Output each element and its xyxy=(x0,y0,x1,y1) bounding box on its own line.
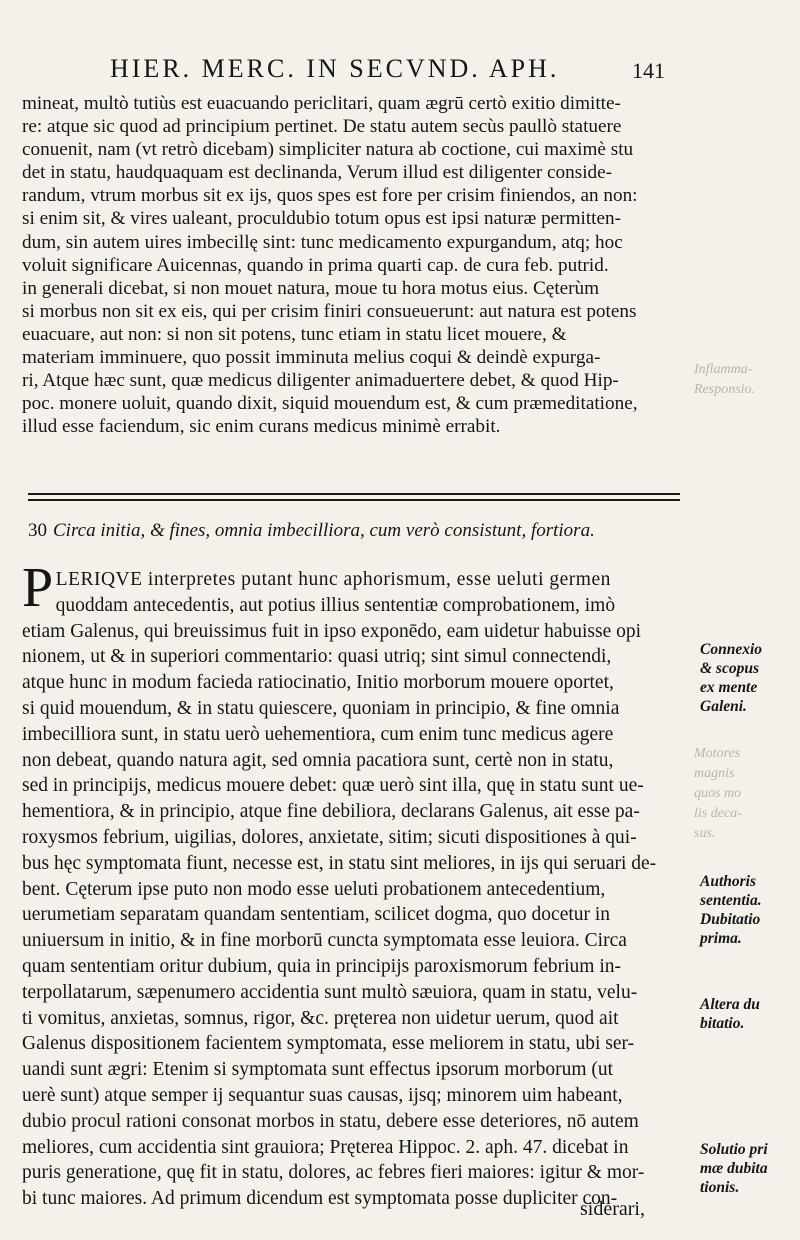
text-line: det in statu, haudquaquam est declinanda, Verum illud est diligenter conside- xyxy=(22,162,613,184)
margin-note xyxy=(700,1140,796,1197)
margin-note-line: tionis. xyxy=(700,1179,740,1196)
margin-note-line: bitatio. xyxy=(700,1015,745,1032)
margin-note-line: Altera du xyxy=(700,996,760,1013)
first-line-text: LERIQVE interpretes putant hunc aphorismum, esse ueluti germen xyxy=(55,569,611,590)
text-line: illud esse faciendum, sic enim curans medicus minimè errabit. xyxy=(22,416,501,438)
margin-note-line: mæ dubita xyxy=(700,1160,768,1177)
margin-note xyxy=(700,640,796,716)
text-line: Galenus dispositionem facientem symptomata, esse meliorem in statu, ubi ser- xyxy=(22,1033,635,1055)
text-line: re: atque sic quod ad principium pertinet. De statu autem secùs paullò statuere xyxy=(22,116,622,138)
paragraph-continued xyxy=(22,92,684,438)
commentary-paragraph xyxy=(22,557,684,1212)
text-line: euacuare, aut non: si non sit potens, tunc etiam in statu licet mouere, & xyxy=(22,323,567,345)
margin-note-line: Dubitatio xyxy=(700,911,761,928)
aphorism-text: Circa initia, & fines, omnia imbecilliora, cum verò consistunt, fortiora. xyxy=(53,520,595,541)
text-line: roxysmos febrium, uigilias, dolores, anxietate, sitim; sicuti dispositiones à qui- xyxy=(22,826,637,848)
text-line: mineat, multò tutiùs est euacuando periclitari, quam ægrū certò exitio dimitte- xyxy=(22,93,621,114)
bleedthrough-line: quos mo xyxy=(694,786,742,801)
aphorism-number: 30 xyxy=(28,520,47,541)
margin-note-line: Galeni. xyxy=(700,698,747,715)
margin-note-line: & scopus xyxy=(700,660,759,677)
margin-note-line: sententia. xyxy=(700,892,762,909)
bleedthrough-line: lis deca- xyxy=(694,806,742,821)
margin-note-line: Connexio xyxy=(700,641,763,658)
text-line: sed in principijs, medicus mouere debet: quæ uerò sint illa, quę in statu sunt ue- xyxy=(22,775,644,797)
bleedthrough-line: Inflamma- xyxy=(694,362,753,377)
bleedthrough-text xyxy=(694,360,794,400)
text-line: si quid mouendum, & in statu quiescere, quoniam in principio, & fine omnia xyxy=(22,697,620,719)
text-line: bi tunc maiores. Ad primum dicendum est symptomata posse dupliciter con- xyxy=(22,1188,618,1210)
catchword: siderari, xyxy=(580,1198,645,1220)
bleedthrough-line: sus. xyxy=(694,826,716,841)
page-number: 141 xyxy=(632,58,665,83)
text-line: uerè sunt) atque semper ij sequantur suas causas, ijsq; minorem uim habeant, xyxy=(22,1084,623,1106)
text-line: dubio procul rationi consonat morbos in statu, debere esse deteriores, nō autem xyxy=(22,1110,639,1132)
text-line: non debeat, quando natura agit, sed omnia pacatiora sunt, certè non in statu, xyxy=(22,749,614,771)
text-line: uerumetiam separatam quandam sententiam, scilicet dogma, quo docetur in xyxy=(22,904,611,926)
text-line: hementiora, & in principio, atque fine debiliora, declarans Galenus, ait esse pa- xyxy=(22,801,640,823)
text-line: meliores, cum accidentia sint grauiora; Pręterea Hippoc. 2. aph. 47. dicebat in xyxy=(22,1136,629,1158)
margin-note-line: ex mente xyxy=(700,679,758,696)
drop-cap: P xyxy=(22,557,54,619)
running-title: HIER. MERC. IN SECVND. APH. xyxy=(110,54,560,83)
margin-note-line: prima. xyxy=(700,930,742,947)
text-line: si enim sit, & vires ualeant, proculdubio totum opus est ipsi naturæ permitten- xyxy=(22,208,621,230)
bleedthrough-text xyxy=(694,744,794,844)
text-line: bent. Cęterum ipse puto non modo esse ueluti probationem antecedentium, xyxy=(22,878,606,900)
text-line: etiam Galenus, qui breuissimus fuit in ipso exponēdo, eam uidetur habuisse opi xyxy=(22,620,642,642)
text-line: dum, sin autem uires imbecillę sint: tunc medicamento expurgandum, atq; hoc xyxy=(22,231,623,253)
text-line: bus hęc symptomata fiunt, necesse est, in statu sint meliores, in ijs qui seruari de- xyxy=(22,852,657,874)
bleedthrough-line: Motores xyxy=(694,746,741,761)
text-line: quoddam antecedentis, aut potius illius sententiæ comprobationem, imò xyxy=(55,594,616,616)
text-line: randum, vtrum morbus sit ex ijs, quos spes est fore per crisim finiendos, an non: xyxy=(22,185,638,207)
section-divider xyxy=(28,499,680,501)
text-line: ti vomitus, anxietas, somnus, rigor, &c. pręterea non uidetur uerum, quod ait xyxy=(22,1007,619,1029)
text-line: quam sententiam oritur dubium, quia in principijs paroxismorum febrium in- xyxy=(22,955,621,977)
text-line: puris generatione, quę fit in statu, dolores, ac febres fieri maiores: igitur & mor- xyxy=(22,1162,645,1184)
text-line: atque hunc in modum facieda ratiocinatio, Initio morborum mouere oportet, xyxy=(22,672,614,694)
text-line: materiam imminuere, quo possit imminuta melius coqui & deindè expurga- xyxy=(22,347,601,369)
margin-note-line: Solutio pri xyxy=(700,1141,768,1158)
aphorism-heading xyxy=(28,520,688,542)
text-line: ri, Atque hæc sunt, quæ medicus diligenter animaduertere debet, & quod Hip- xyxy=(22,370,619,392)
text-line: si morbus non sit ex eis, qui per crisim finiri consueuerunt: aut natura est potens xyxy=(22,300,637,322)
text-line: imbecilliora sunt, in statu uerò uehementiora, cum enim tunc medicus agere xyxy=(22,723,614,745)
text-line: uandi sunt ægri: Etenim si symptomata sunt effectus ipsorum morborum (ut xyxy=(22,1059,614,1081)
margin-note xyxy=(700,872,796,948)
margin-note-line: Authoris xyxy=(700,873,757,890)
text-line: terpollatarum, sæpenumero accidentia sunt multò sæuiora, quam in statu, velu- xyxy=(22,981,638,1003)
bleedthrough-line: magnis xyxy=(694,766,735,781)
section-divider xyxy=(28,493,680,495)
margin-note xyxy=(700,995,796,1033)
text-line: nionem, ut & in superiori commentario: quasi utriq; sint simul connectendi, xyxy=(22,646,612,668)
text-line: conuenit, nam (vt retrò dicebam) simpliciter natura ab coctione, cui maximè stu xyxy=(22,139,634,161)
text-line: poc. monere uoluit, quando dixit, siquid mouendum est, & cum præmeditatione, xyxy=(22,393,638,415)
text-line: uniuersum in initio, & in fine morborū cuncta symptomata esse leuiora. Circa xyxy=(22,930,627,952)
text-line: in generali dicebat, si non mouet natura, moue tu hora motus eius. Cęterùm xyxy=(22,277,600,299)
text-line: voluit significare Auicennas, quando in prima quarti cap. de cura feb. putrid. xyxy=(22,254,609,276)
bleedthrough-line: Responsio. xyxy=(694,382,756,397)
